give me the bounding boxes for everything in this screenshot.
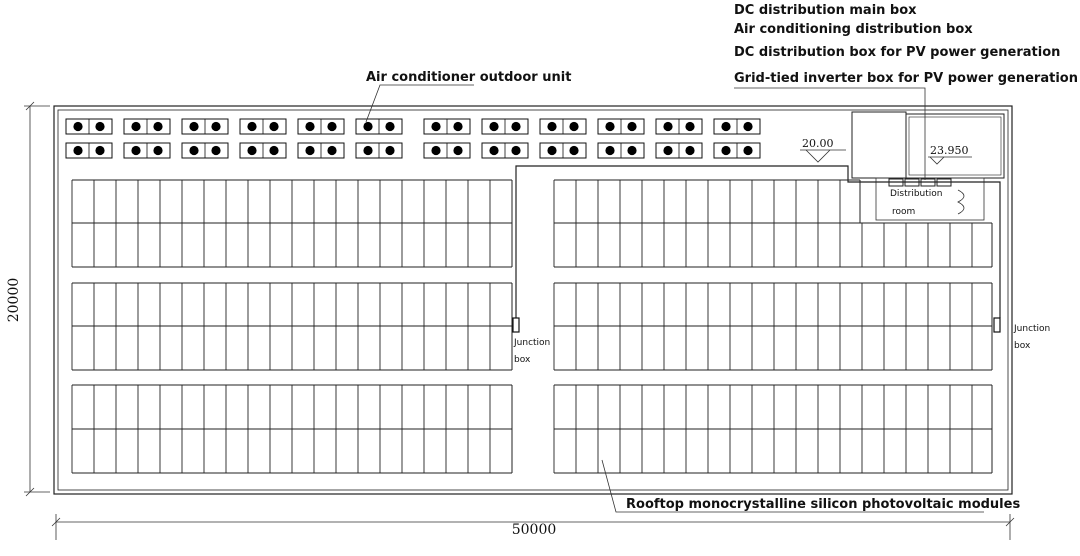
ac-outdoor-unit (656, 143, 702, 158)
ac-outdoor-unit (424, 119, 470, 134)
ac-outdoor-unit (124, 119, 170, 134)
height-dimension-value: 20000 (6, 277, 22, 323)
pv-array (72, 283, 512, 370)
pv-array (72, 385, 512, 473)
height-dimension (6, 102, 50, 496)
ac-outdoor-unit (240, 143, 286, 158)
elevation-mark-2 (928, 144, 972, 164)
ac-outdoor-unit (482, 143, 528, 158)
pv-module-arrays (72, 180, 992, 473)
ac-outdoor-unit (540, 119, 586, 134)
roof-outline-outer (54, 106, 1012, 494)
pv-array (554, 223, 992, 267)
junction-left-label-1: Junction (514, 338, 551, 348)
ac-outdoor-unit (482, 119, 528, 134)
ac-outdoor-unit (240, 119, 286, 134)
roof-outline-inner (58, 110, 1008, 490)
ac-outdoor-unit (656, 119, 702, 134)
ac-outdoor-unit (598, 119, 644, 134)
ac-outdoor-units (66, 119, 760, 158)
width-dimension (52, 514, 1014, 540)
width-dimension-value: 50000 (511, 522, 557, 538)
ac-outdoor-unit (540, 143, 586, 158)
distribution-room-label-1: Distribution (890, 189, 943, 199)
ac-outdoor-unit (298, 119, 344, 134)
ac-outdoor-unit (714, 143, 760, 158)
junction-left-label-2: box (514, 355, 531, 365)
pv-array (554, 283, 992, 370)
pv-array (554, 180, 860, 223)
ac-outdoor-unit (598, 143, 644, 158)
junction-box-right (994, 318, 1000, 332)
elevation-mark-1 (800, 137, 846, 162)
label-inverter-box: Grid-tied inverter box for PV power generation (734, 71, 1078, 86)
label-pv-modules: Rooftop monocrystalline silicon photovoltaic modules (626, 497, 1021, 512)
pv-array (554, 385, 992, 473)
ac-outdoor-unit (182, 119, 228, 134)
label-ac-outdoor-unit: Air conditioner outdoor unit (366, 70, 572, 85)
elevation-1-value: 20.00 (802, 137, 834, 150)
ac-outdoor-unit (424, 143, 470, 158)
junction-box-left (513, 318, 519, 332)
elevation-2-value: 23.950 (930, 144, 969, 157)
pv-array (72, 180, 512, 267)
ac-outdoor-unit (356, 119, 402, 134)
ac-callout-leader (366, 85, 474, 122)
ac-outdoor-unit (66, 143, 112, 158)
junction-right-label-2: box (1014, 341, 1031, 351)
ac-outdoor-unit (124, 143, 170, 158)
label-ac-distribution-box: Air conditioning distribution box (734, 22, 973, 37)
ac-outdoor-unit (182, 143, 228, 158)
ac-outdoor-unit (298, 143, 344, 158)
ac-outdoor-unit (714, 119, 760, 134)
label-dc-main-box: DC distribution main box (734, 3, 917, 18)
junction-right-label-1: Junction (1014, 324, 1051, 334)
distribution-room (852, 112, 1004, 220)
label-dc-pv-box: DC distribution box for PV power generation (734, 45, 1061, 60)
distribution-room-label-2: room (892, 207, 916, 217)
ac-outdoor-unit (356, 143, 402, 158)
ac-outdoor-unit (66, 119, 112, 134)
